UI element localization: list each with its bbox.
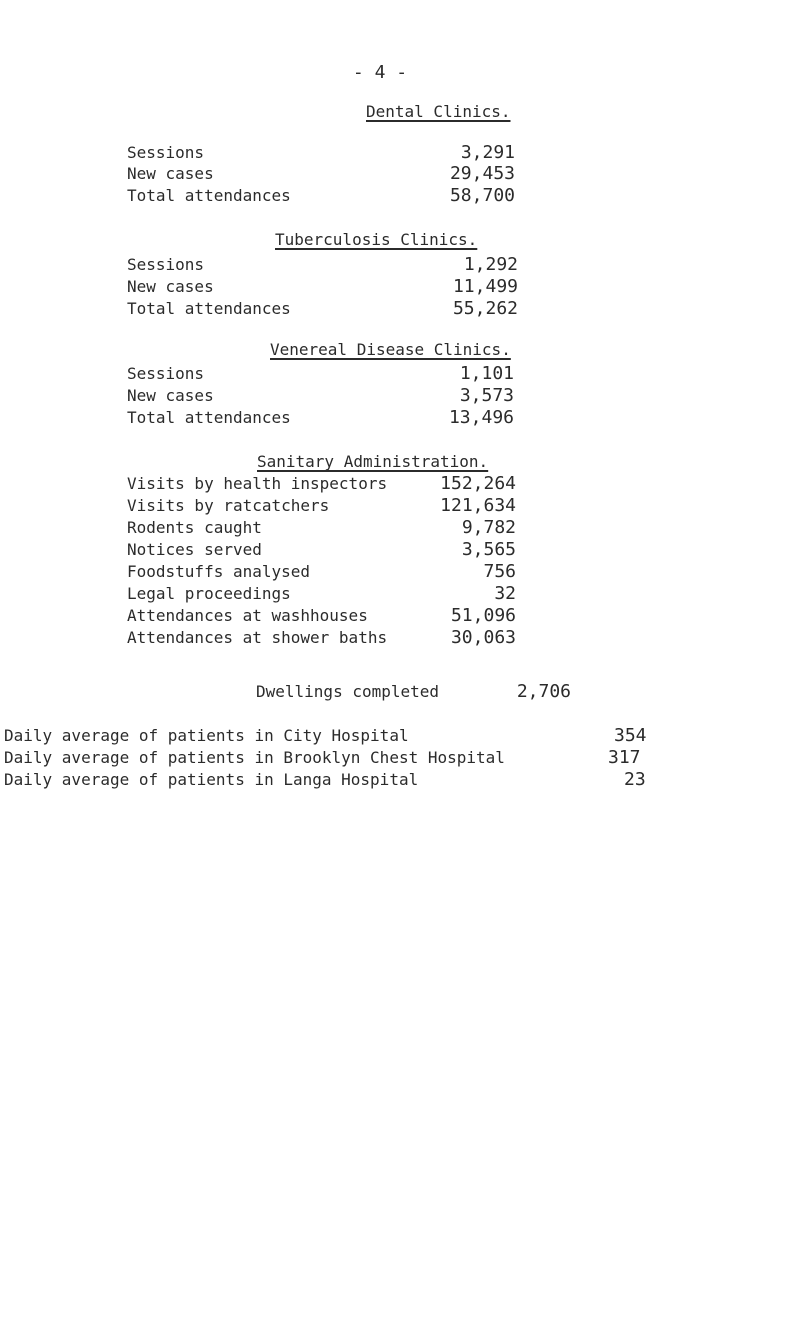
row-value: 30,063	[450, 627, 516, 648]
hospital-row-langa	[0, 769, 780, 791]
row-value: 1,101	[459, 363, 514, 384]
tuberculosis-row-new-cases	[127, 276, 518, 298]
row-label: Legal proceedings	[127, 584, 291, 603]
row-label: Sessions	[127, 364, 205, 383]
dental-row-sessions	[127, 142, 515, 164]
row-label: Sessions	[127, 143, 205, 162]
dental-title: Dental Clinics.	[366, 102, 511, 121]
row-value: 32	[494, 583, 516, 604]
hospital-row-brooklyn	[0, 747, 780, 769]
row-label: New cases	[127, 164, 214, 183]
tuberculosis-row-total-attendances	[127, 298, 518, 320]
row-value: 29,453	[449, 163, 515, 184]
sanitary-row-shower-baths	[127, 627, 516, 649]
dwellings-row	[256, 681, 571, 703]
row-label: Visits by health inspectors	[127, 474, 388, 493]
sanitary-row-washhouses	[127, 605, 516, 627]
row-value: 2,706	[516, 681, 571, 702]
row-label: Total attendances	[127, 408, 291, 427]
sanitary-title: Sanitary Administration.	[257, 452, 489, 471]
row-value: 1,292	[463, 254, 518, 275]
row-value: 3,573	[459, 385, 514, 406]
dental-row-total-attendances	[127, 185, 515, 207]
row-value: 13,496	[448, 407, 514, 428]
row-value: 317	[608, 747, 641, 768]
sanitary-row-legal	[127, 583, 516, 605]
row-label: Total attendances	[127, 299, 291, 318]
row-label: Foodstuffs analysed	[127, 562, 311, 581]
row-label: Rodents caught	[127, 518, 262, 537]
row-label: Dwellings completed	[256, 682, 440, 701]
row-label: Sessions	[127, 255, 205, 274]
page-number: - 4 -	[352, 62, 408, 83]
row-value: 152,264	[440, 473, 516, 494]
row-label: Attendances at shower baths	[127, 628, 388, 647]
venereal-row-sessions	[127, 363, 514, 385]
row-label: Notices served	[127, 540, 262, 559]
row-label: Daily average of patients in City Hospital	[4, 726, 409, 745]
row-value: 51,096	[450, 605, 516, 626]
row-value: 23	[624, 769, 646, 790]
row-value: 9,782	[461, 517, 516, 538]
hospital-row-city	[0, 725, 780, 747]
venereal-title: Venereal Disease Clinics.	[270, 340, 511, 359]
row-value: 354	[614, 725, 647, 746]
sanitary-row-rodents	[127, 517, 516, 539]
row-label: Daily average of patients in Brooklyn Chest Hospital	[4, 748, 505, 767]
row-label: New cases	[127, 386, 214, 405]
row-label: Attendances at washhouses	[127, 606, 368, 625]
sanitary-row-foodstuffs	[127, 561, 516, 583]
tuberculosis-title: Tuberculosis Clinics.	[275, 230, 478, 249]
venereal-row-total-attendances	[127, 407, 514, 429]
row-value: 3,565	[461, 539, 516, 560]
row-value: 11,499	[452, 276, 518, 297]
sanitary-row-health-inspectors	[127, 473, 516, 495]
dental-row-new-cases	[127, 163, 515, 185]
row-value: 58,700	[449, 185, 515, 206]
venereal-row-new-cases	[127, 385, 514, 407]
row-value: 3,291	[460, 142, 515, 163]
row-value: 55,262	[452, 298, 518, 319]
tuberculosis-row-sessions	[127, 254, 518, 276]
row-label: Daily average of patients in Langa Hospital	[4, 770, 419, 789]
row-label: Total attendances	[127, 186, 291, 205]
sanitary-row-ratcatchers	[127, 495, 516, 517]
row-label: New cases	[127, 277, 214, 296]
row-value: 121,634	[440, 495, 516, 516]
row-value: 756	[483, 561, 516, 582]
sanitary-row-notices	[127, 539, 516, 561]
row-label: Visits by ratcatchers	[127, 496, 330, 515]
